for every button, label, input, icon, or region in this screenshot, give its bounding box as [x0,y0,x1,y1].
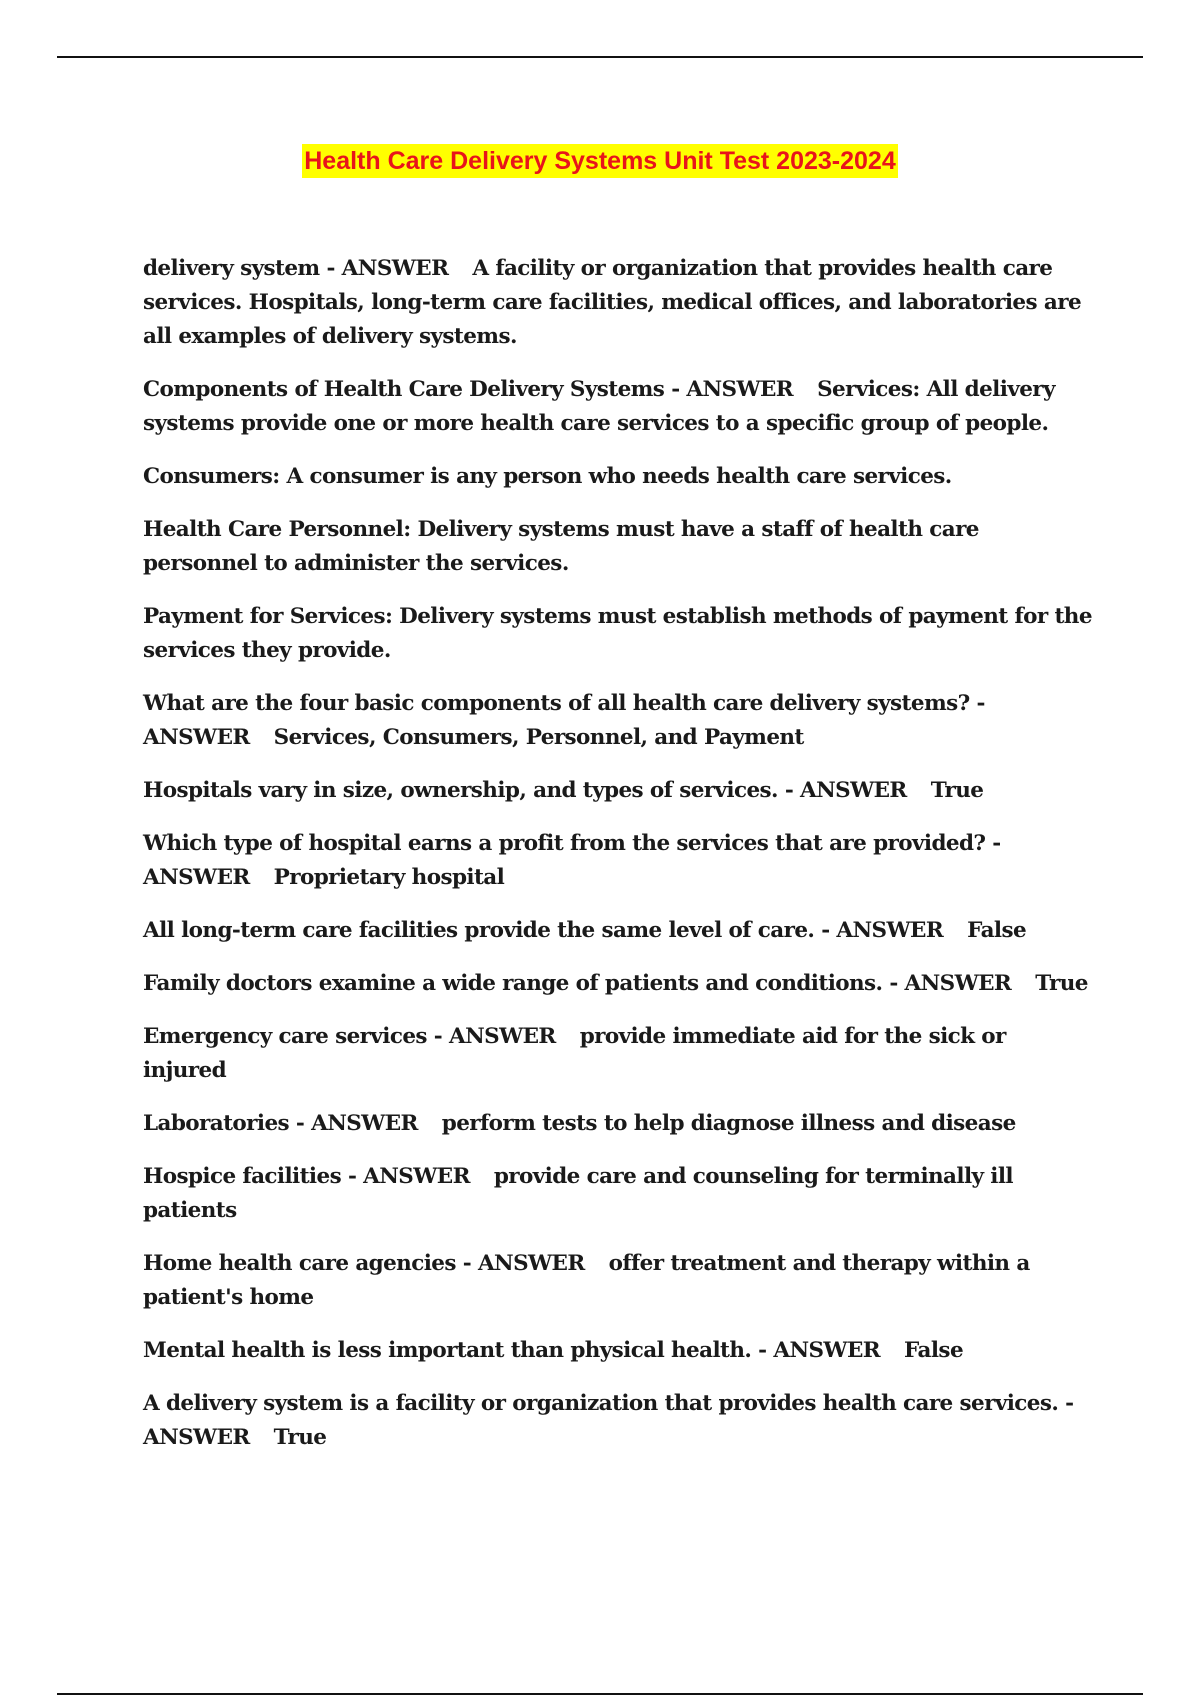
answer-label: - ANSWER [426,1024,556,1049]
question-text: Consumers: A consumer is any person who needs health care services. [143,464,952,489]
qa-item [143,600,1093,668]
bottom-rule [57,1693,1143,1695]
qa-item [143,1247,1093,1315]
qa-item [143,967,1093,1001]
question-text: A delivery system is a facility or organization that provides health care services. [143,1391,1059,1416]
question-text: Hospitals vary in size, ownership, and types of services. [143,778,778,803]
answer-text: A facility or organization that provides health care services. Hospitals, long-term care facilities, medical offices, and laboratories are all examples of delivery systems. [143,256,1082,349]
answer-label: - ANSWER [341,1164,470,1189]
qa-item [143,914,1093,948]
answer-label: - ANSWER [777,778,907,803]
qa-item [143,252,1093,354]
question-text: delivery system [143,256,320,281]
question-text: Mental health is less important than physical health. [143,1338,752,1363]
answer-label: - ANSWER [455,1251,585,1276]
top-rule [57,56,1143,58]
answer-text: False [904,1338,964,1363]
answer-label: - ANSWER [143,1391,1074,1450]
qa-item [143,687,1093,755]
question-text: Components of Health Care Delivery Systems [143,377,665,402]
answer-label: - ANSWER [882,971,1012,996]
answer-text: perform tests to help diagnose illness and disease [441,1111,1016,1136]
answer-label: - ANSWER [143,831,1001,890]
answer-text: True [1035,971,1088,996]
title-container [0,144,1200,178]
answer-text: provide care and counseling for terminally ill patients [143,1164,1013,1223]
answer-label: - ANSWER [664,377,794,402]
question-text: Home health care agencies [143,1251,456,1276]
qa-item [143,373,1093,441]
question-text: Hospice facilities [143,1164,342,1189]
question-text: Emergency care services [143,1024,427,1049]
qa-item [143,774,1093,808]
answer-label: - ANSWER [143,691,985,750]
answer-text: Services, Consumers, Personnel, and Payment [273,725,804,750]
qa-item [143,827,1093,895]
answer-label: - ANSWER [814,918,944,943]
answer-text: True [273,1425,327,1450]
answer-label: - ANSWER [319,256,449,281]
question-text: Payment for Services: Delivery systems must establish methods of payment for the services they provide. [143,604,1092,663]
document-title: Health Care Delivery Systems Unit Test 2023-2024 [302,144,898,178]
answer-text: Proprietary hospital [273,865,505,890]
question-text: Health Care Personnel: Delivery systems must have a staff of health care personnel to administer the services. [143,517,979,576]
question-text: All long-term care facilities provide the same level of care. [143,918,815,943]
qa-item [143,1160,1093,1228]
answer-text: False [967,918,1027,943]
answer-text: Services: All delivery systems provide one or more health care services to a specific group of people. [143,377,1055,436]
question-text: What are the four basic components of all health care delivery systems? [143,691,970,716]
qa-item [143,513,1093,581]
answer-text: True [930,778,984,803]
answer-text: offer treatment and therapy within a patient's home [143,1251,1030,1310]
question-text: Family doctors examine a wide range of patients and conditions. [143,971,883,996]
qa-item [143,1387,1093,1455]
qa-item [143,460,1093,494]
qa-item [143,1334,1093,1368]
answer-label: - ANSWER [289,1111,418,1136]
qa-list [143,252,1093,1474]
answer-label: - ANSWER [751,1338,881,1363]
question-text: Which type of hospital earns a profit from the services that are provided? [143,831,986,856]
qa-item [143,1107,1093,1141]
answer-text: provide immediate aid for the sick or injured [143,1024,1006,1083]
qa-item [143,1020,1093,1088]
question-text: Laboratories [143,1111,290,1136]
